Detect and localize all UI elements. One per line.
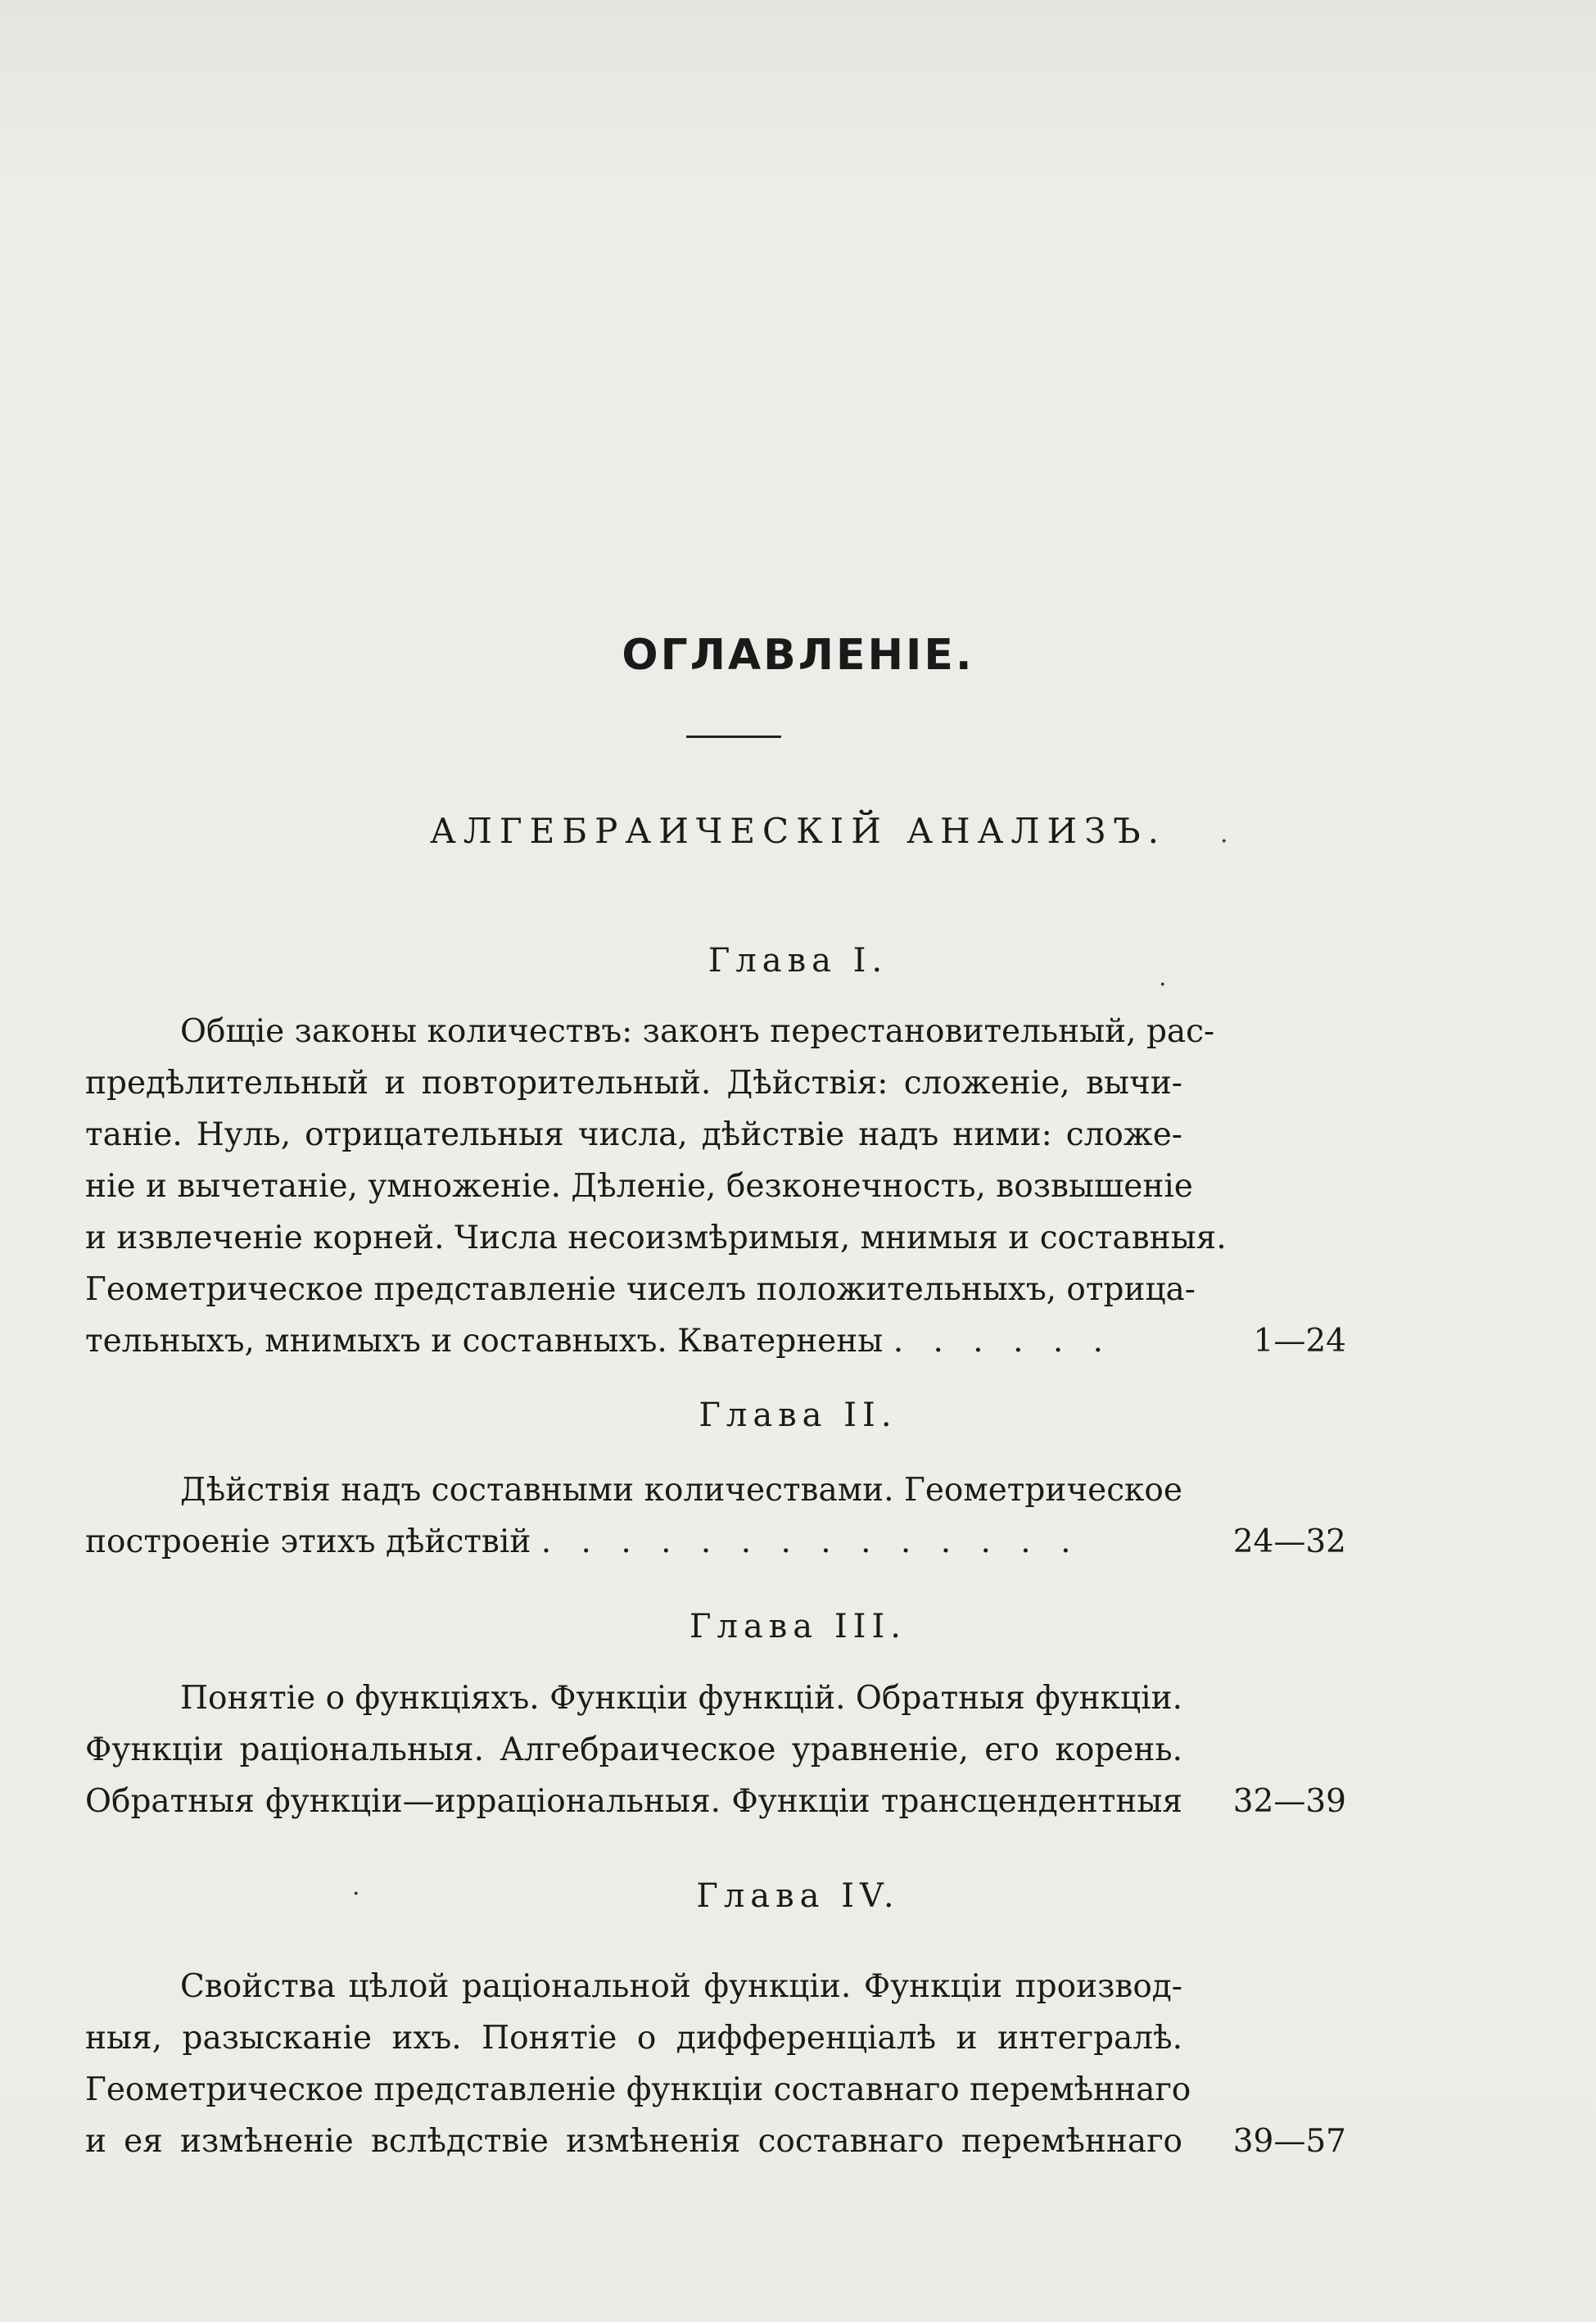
entry-line: Геометрическое представленіе функціи составнаго перемѣннаго: [85, 2071, 1191, 2108]
page-range: 1—24: [1253, 1323, 1346, 1360]
dot-leader: . . . . . . . . . . . . . .: [540, 1523, 1081, 1560]
toc-entry: [85, 1672, 1346, 1827]
entry-line: и ея измѣненіе вслѣдствіе измѣненія составнаго перемѣннаго: [85, 2123, 1182, 2160]
entry-line: Функціи раціональныя. Алгебраическое уравненіе, его корень.: [85, 1731, 1182, 1768]
entry-line-text: построеніе этихъ дѣйствій: [85, 1523, 531, 1560]
entry-line: предѣлительный и повторительный. Дѣйствія: сложеніе, вычи-: [85, 1065, 1182, 1102]
page-range: 24—32: [1232, 1523, 1346, 1560]
chapter-heading: Глава III.: [689, 1608, 907, 1645]
section-subtitle: АЛГЕБРАИЧЕСКІЙ АНАЛИЗЪ.: [429, 811, 1166, 851]
entry-line-text: тельныхъ, мнимыхъ и составныхъ. Кватернены: [85, 1323, 884, 1360]
entry-line: Обратныя функціи—ирраціональныя. Функціи трансцендентныя: [85, 1783, 1182, 1820]
entry-line: ніе и вычетаніе, умноженіе. Дѣленіе, безконечность, возвышеніе: [85, 1168, 1193, 1205]
chapter-heading: Глава I.: [708, 942, 888, 980]
entry-line: ныя, разысканіе ихъ. Понятіе о дифференціалѣ и интегралѣ.: [85, 2020, 1182, 2057]
entry-line: Понятіе о функціяхъ. Функціи функцій. Обратныя функціи.: [180, 1680, 1182, 1717]
chapter-heading: Глава II.: [699, 1396, 897, 1434]
ink-speck: ·: [1220, 827, 1228, 856]
entry-line: и извлеченіе корней. Числа несоизмѣримыя, мнимыя и составныя.: [85, 1220, 1227, 1256]
ink-speck: ·: [1159, 971, 1167, 999]
toc-entry: [85, 1464, 1346, 1568]
entry-line: [85, 1315, 1346, 1367]
ink-speck: ·: [352, 1880, 360, 1908]
page-range: 32—39: [1232, 1783, 1346, 1820]
entry-line: Геометрическое представленіе чиселъ положительныхъ, отрица-: [85, 1271, 1196, 1308]
page-range: 39—57: [1232, 2123, 1346, 2160]
toc-entry: [85, 1961, 1346, 2167]
dot-leader: . . . . . .: [893, 1323, 1114, 1360]
page-title: ОГЛАВЛЕНІЕ.: [622, 631, 974, 680]
entry-line: [85, 1516, 1346, 1568]
entry-line: таніе. Нуль, отрицательныя числа, дѣйствіе надъ ними: сложе-: [85, 1116, 1182, 1153]
entry-line: Дѣйствія надъ составными количествами. Геометрическое: [180, 1472, 1182, 1509]
chapter-heading: Глава IV.: [696, 1877, 900, 1915]
title-divider: [686, 736, 781, 738]
entry-line: Общіе законы количествъ: законъ перестановительный, рас-: [180, 1013, 1215, 1050]
entry-line: Свойства цѣлой раціональной функціи. Функціи производ-: [180, 1968, 1182, 2005]
toc-entry: [85, 1006, 1346, 1367]
